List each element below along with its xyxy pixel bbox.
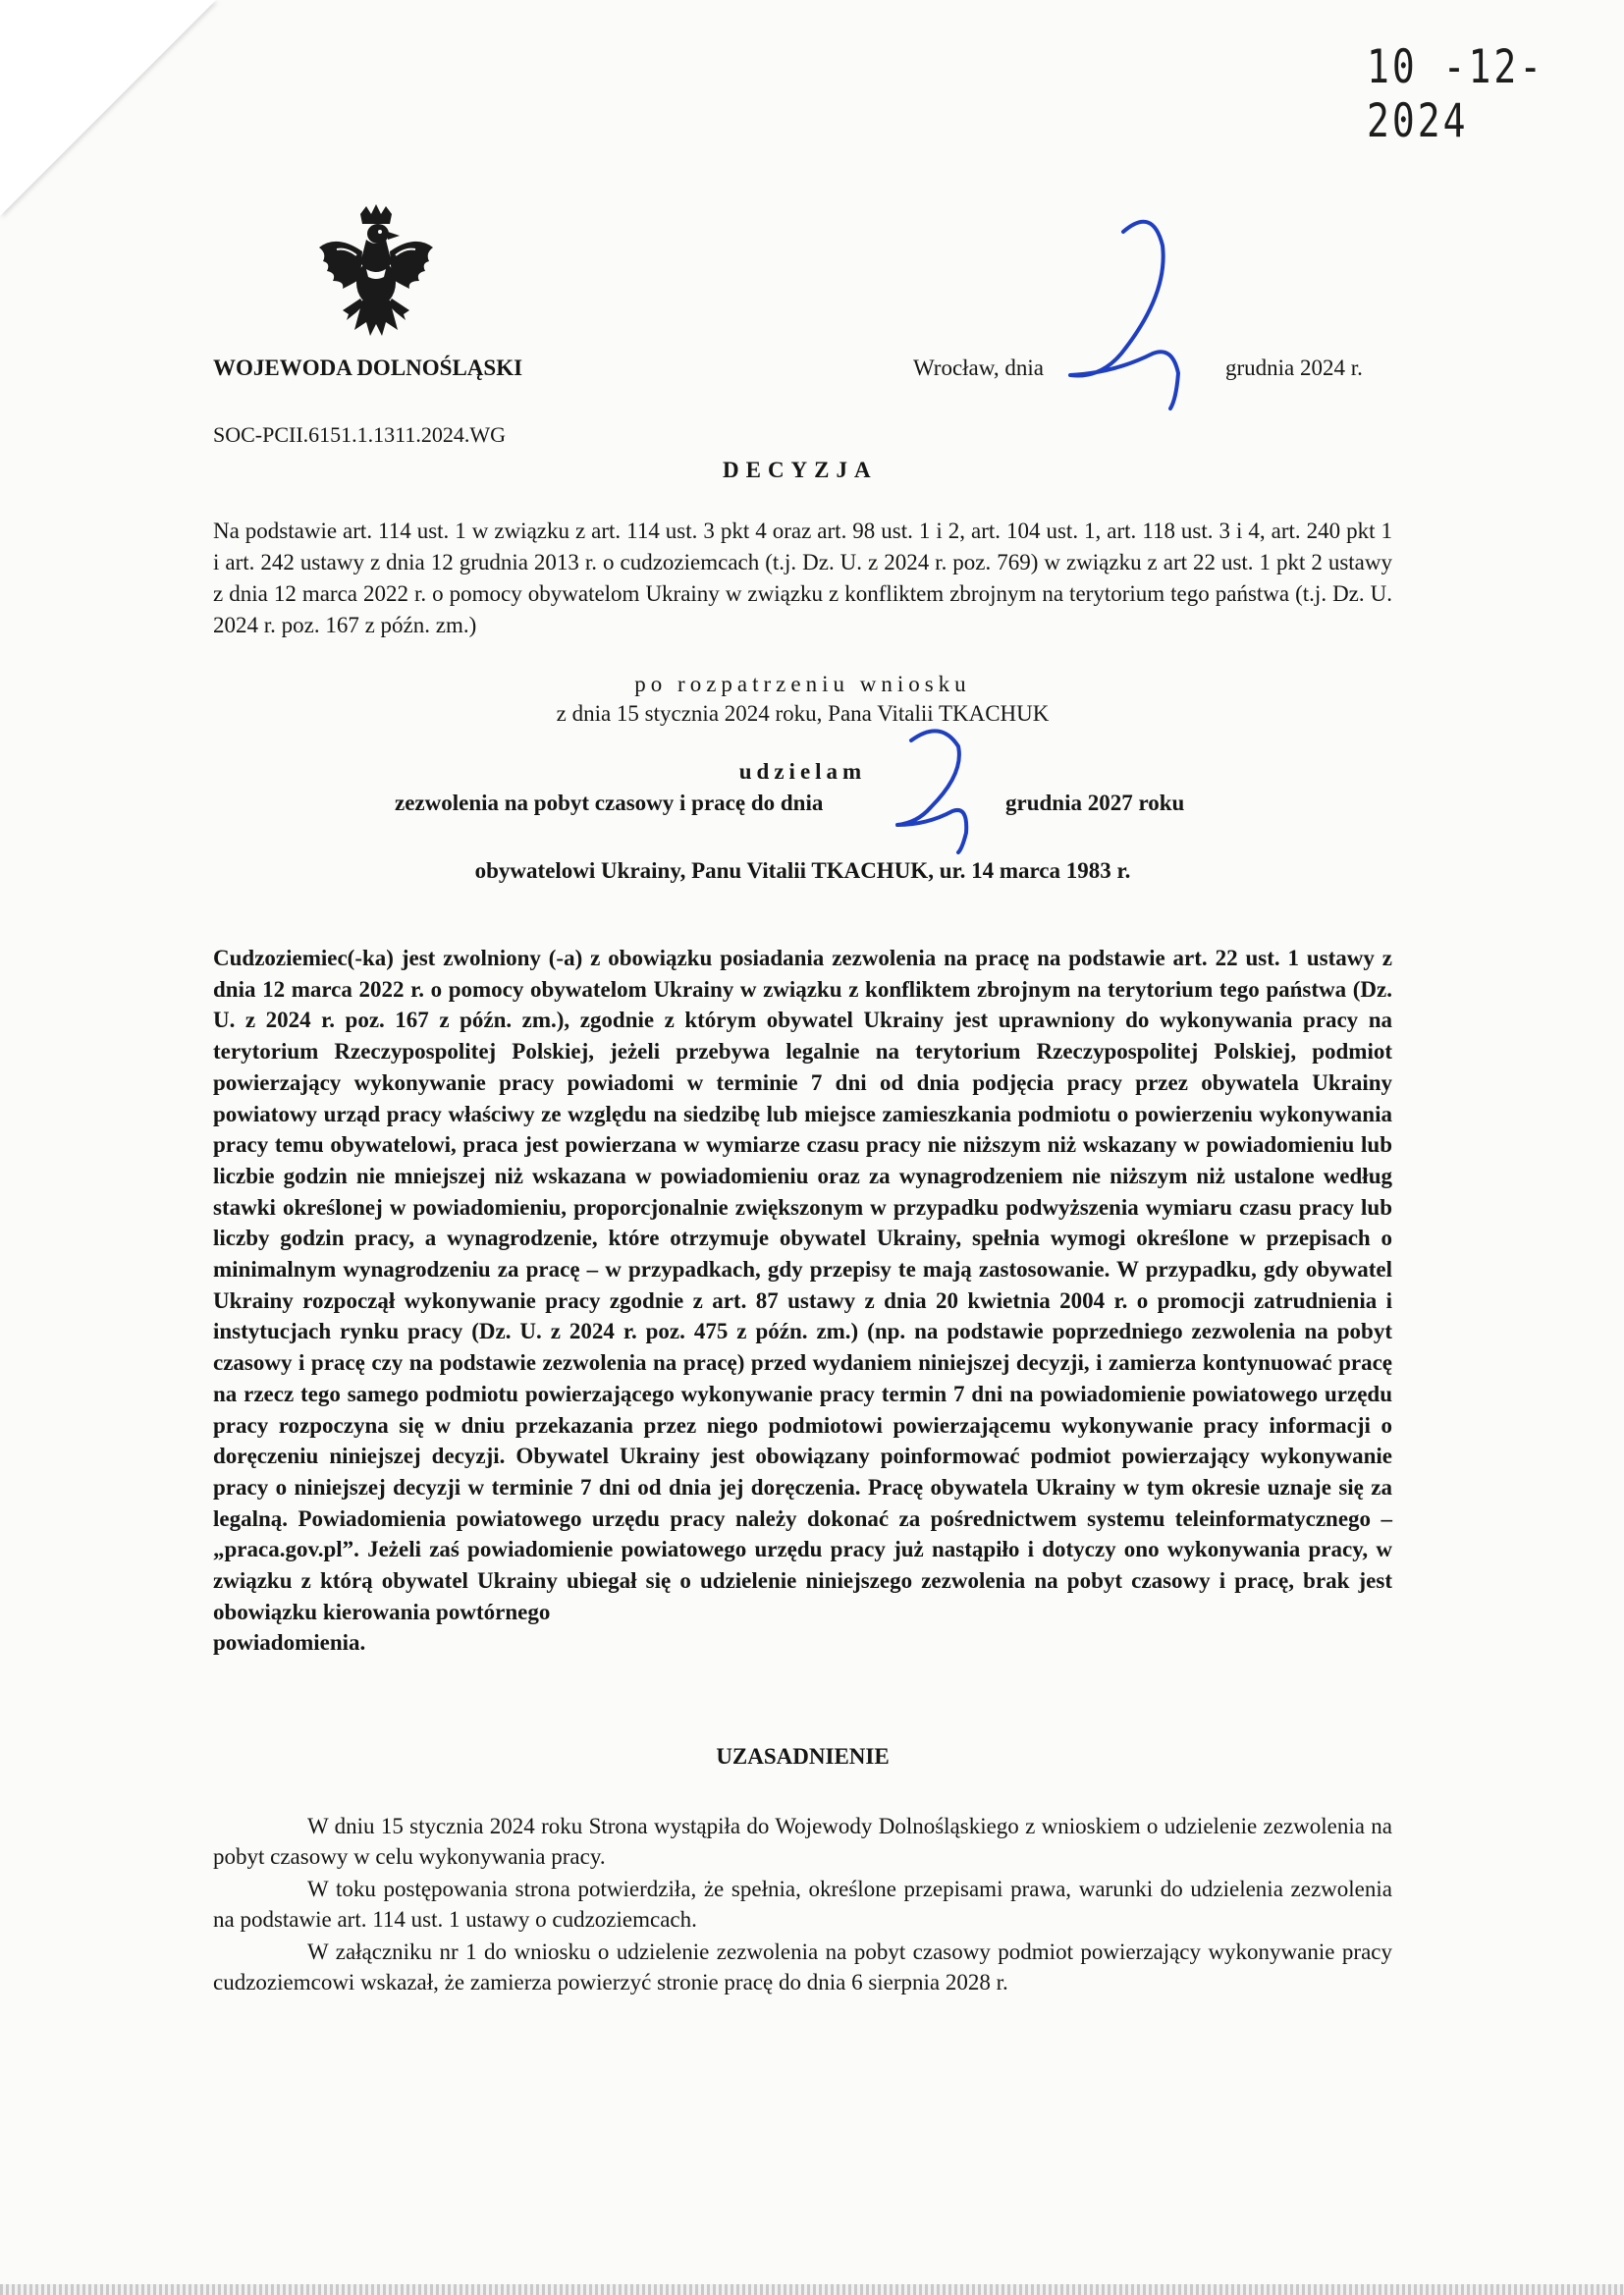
received-date-stamp: 10 -12- 2024 <box>1367 39 1545 147</box>
polish-eagle-emblem-icon <box>316 204 436 352</box>
folded-corner <box>0 0 216 216</box>
scan-bottom-edge <box>0 2284 1624 2295</box>
permit-prefix: zezwolenia na pobyt czasowy i pracę do dnia <box>395 791 824 815</box>
issuing-authority: WOJEWODA DOLNOŚLĄSKI <box>213 355 523 380</box>
handwritten-permit-day <box>882 717 990 854</box>
application-details: z dnia 15 stycznia 2024 roku, Pana Vitalii TKACHUK <box>556 701 1050 726</box>
legal-basis-paragraph: Na podstawie art. 114 ust. 1 w związku z art. 114 ust. 3 pkt 4 oraz art. 98 ust. 1 i 2, art. 104 ust. 1, art. 118 ust. 3 i 4, art. 240 pkt 1 i art. 242 ustawy z dnia 12 grudnia 2013 r. o cudzoziemcach (t.j. Dz. U. z 2024 r. poz. 769) w związku z art 22 ust. 1 pkt 2 ustawy z dnia 12 marca 2022 r. o pomocy obywatelom Ukrainy w związku z konfliktem zbrojnym na terytorium tego państwa (t.j. Dz. U. 2024 r. poz. 167 z późn. zm.) <box>213 519 1392 637</box>
case-number: SOC-PCII.6151.1.1311.2024.WG <box>213 422 507 447</box>
permit-recipient: obywatelowi Ukrainy, Panu Vitalii TKACHUK, ur. 14 marca 1983 r. <box>474 858 1131 883</box>
justification-paragraph-2: W toku postępowania strona potwierdziła, że spełnia, określone przepisami prawa, warunki do udzielenia zezwolenia na podstawie art. 114 ust. 1 ustawy o cudzoziemcach. <box>213 1877 1392 1932</box>
place-date-suffix: grudnia 2024 r. <box>1225 355 1363 380</box>
justification-heading: UZASADNIENIE <box>716 1744 890 1769</box>
work-permit-exemption-paragraph <box>213 943 1392 1659</box>
handwritten-date-day <box>1062 206 1195 412</box>
exemption-last-line: powiadomienia. <box>213 1630 366 1656</box>
justification-paragraph-3: W załączniku nr 1 do wniosku o udzielenie zezwolenia na pobyt czasowy podmiot powierzający wykonywanie pracy cudzoziemcowi wskazał, że zamierza powierzyć stronie pracę do dnia 6 sierpnia 2028 r. <box>213 1940 1392 1994</box>
grant-verb: udzielam <box>738 759 867 784</box>
justification-paragraph-1: W dniu 15 stycznia 2024 roku Strona wystąpiła do Wojewody Dolnośląskiego z wnioskiem o udzielenie zezwolenia na pobyt czasowy w celu wykonywania pracy. <box>213 1814 1392 1869</box>
place-date-prefix: Wrocław, dnia <box>913 355 1044 380</box>
permit-suffix: grudnia 2027 roku <box>1005 791 1185 815</box>
document-title: DECYZJA <box>723 458 878 482</box>
application-heading: po rozpatrzeniu wniosku <box>634 672 971 696</box>
exemption-body: Cudzoziemiec(-ka) jest zwolniony (-a) z obowiązku posiadania zezwolenia na pracę na podstawie art. 22 ust. 1 ustawy z dnia 12 marca 2022 r. o pomocy obywatelom Ukrainy w związku z konfliktem zbrojnym na terytorium tego państwa (Dz. U. z 2024 r. poz. 167 z późn. zm.), zgodnie z którym obywatel Ukrainy jest uprawniony do wykonywania pracy na terytorium Rzeczypospolitej Polskiej, jeżeli przebywa legalnie na terytorium Rzeczypospolitej Polskiej, podmiot powierzający wykonywanie pracy powiadomi w terminie 7 dni od dnia podjęcia pracy przez obywatela Ukrainy powiatowy urząd pracy właściwy ze względu na siedzibę lub miejsce zamieszkania podmiotu o powierzeniu wykonywania pracy temu obywatelowi, praca jest powierzana w wymiarze czasu pracy nie niższym niż wskazany w powiadomieniu lub liczbie godzin nie mniejszej niż wskazana w powiadomieniu oraz za wynagrodzeniem nie niższym niż ustalone według stawki określonej w powiadomieniu, proporcjonalnie zwiększonym w przypadku podwyższenia wymiaru czasu pracy lub liczby godzin pracy, a wynagrodzenie, które otrzymuje obywatel Ukrainy, spełnia wymogi określone w przepisach o minimalnym wynagrodzeniu za pracę – w przypadkach, gdy przepisy te mają zastosowanie. W przypadku, gdy obywatel Ukrainy rozpoczął wykonywanie pracy zgodnie z art. 87 ustawy z dnia 20 kwietnia 2004 r. o promocji zatrudnienia i instytucjach rynku pracy (Dz. U. z 2024 r. poz. 475 z późn. zm.) (np. na podstawie poprzedniego zezwolenia na pobyt czasowy i pracę czy na podstawie zezwolenia na pracę) przed wydaniem niniejszej decyzji, i zamierza kontynuować pracę na rzecz tego samego podmiotu powierzającego wykonywanie pracy termin 7 dni na powiadomienie powiatowego urzędu pracy rozpoczyna się w dniu przekazania przez niego podmiotowi powierzającemu wykonywanie pracy informacji o doręczeniu niniejszej decyzji. Obywatel Ukrainy jest obowiązany poinformować podmiot powierzający wykonywanie pracy o niniejszej decyzji w terminie 7 dni od dnia jej doręczenia. Pracę obywatela Ukrainy w tym okresie uznaje się za legalną. Powiadomienia powiatowego urzędu pracy należy dokonać za pośrednictwem systemu teleinformatycznego – „praca.gov.pl”. Jeżeli zaś powiadomienie powiatowego urzędu pracy już nastąpiło i dotyczy ono wykonywania pracy, w związku z którą obywatel Ukrainy ubiegał się o udzielenie niniejszego zezwolenia na pobyt czasowy i pracę, brak jest obowiązku kierowania powtórnego <box>213 946 1392 1624</box>
